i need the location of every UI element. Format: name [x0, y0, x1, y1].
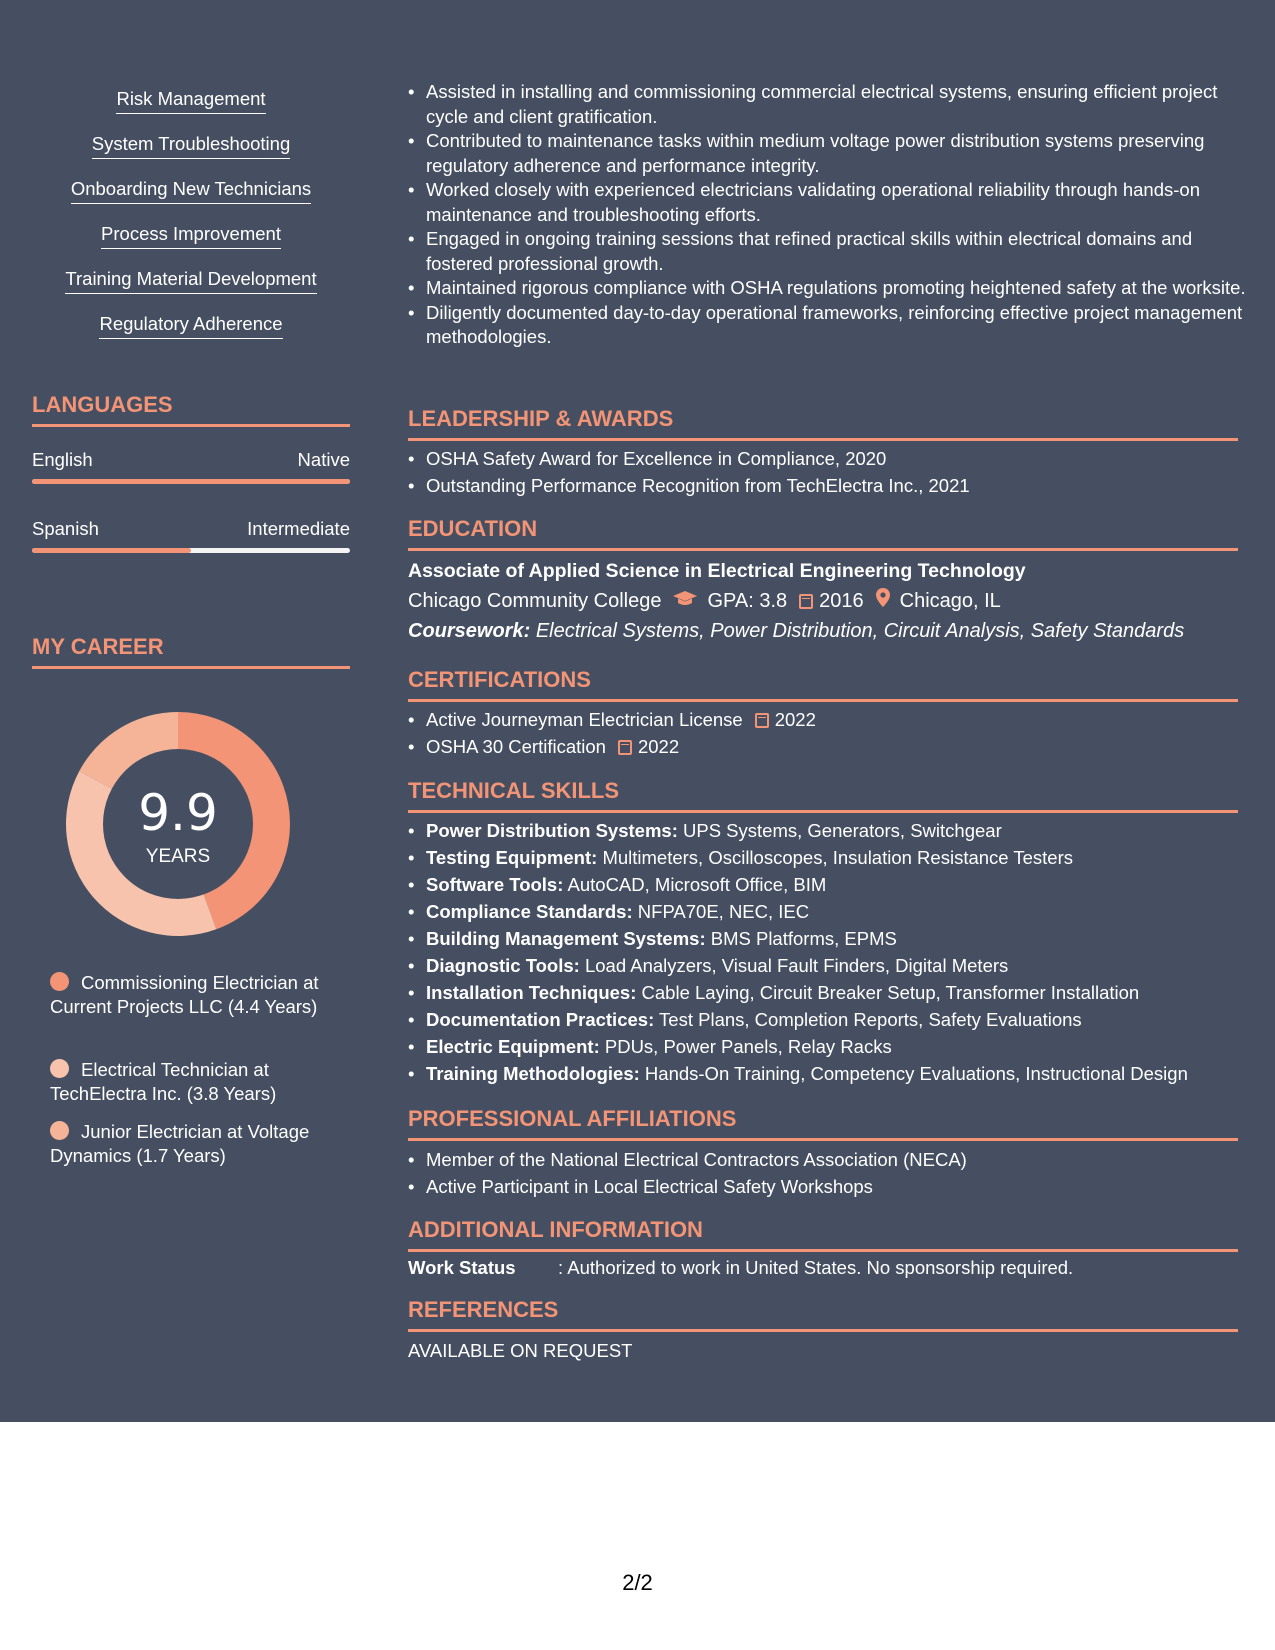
location-pin-icon — [876, 588, 890, 614]
career-donut-chart — [66, 712, 290, 936]
tech-skill-item — [426, 925, 1256, 952]
language-name: English — [32, 449, 93, 470]
tech-skill-value: Multimeters, Oscilloscopes, Insulation Resistance Testers — [602, 847, 1074, 868]
tech-skill-value: PDUs, Power Panels, Relay Racks — [604, 1036, 892, 1057]
skill-item — [32, 268, 350, 294]
language-level: Intermediate — [247, 518, 350, 539]
tech-skill-item — [426, 817, 1256, 844]
tech-skill-value: Load Analyzers, Visual Fault Finders, Digital Meters — [584, 955, 1009, 976]
tech-skill-item — [426, 1060, 1256, 1087]
gpa: GPA: 3.8 — [707, 590, 788, 612]
career-legend-label: Electrical Technician at TechElectra Inc. (3.8 Years) — [50, 1059, 277, 1104]
work-status — [408, 1256, 1073, 1280]
experience-bullet: • Engaged in ongoing training sessions that refined practical skills within electrical domains and fostered professional growth. — [426, 227, 1256, 276]
tech-skill-value: Hands-On Training, Competency Evaluations, Instructional Design — [644, 1063, 1188, 1084]
career-total-value: 9.9 — [138, 784, 218, 842]
education-heading: EDUCATION — [408, 516, 1238, 551]
experience-bullet: • Maintained rigorous compliance with OSHA regulations promoting heightened safety at the worksite. — [426, 276, 1256, 301]
tech-skill-item — [426, 1033, 1256, 1060]
language-name: Spanish — [32, 518, 99, 539]
skill-label: Onboarding New Technicians — [71, 178, 311, 204]
legend-dot — [50, 972, 69, 991]
calendar-icon — [799, 594, 813, 609]
tech-skill-label: Compliance Standards: — [426, 901, 633, 922]
certification-name: OSHA 30 Certification — [426, 736, 606, 757]
tech-skill-value: NFPA70E, NEC, IEC — [637, 901, 810, 922]
language-level: Native — [297, 449, 350, 470]
tech-skill-label: Electric Equipment: — [426, 1036, 600, 1057]
technical-skills-list — [408, 817, 1256, 1087]
leadership-item: • OSHA Safety Award for Excellence in Compliance, 2020 — [426, 445, 1256, 472]
experience-bullet: • Assisted in installing and commissioning commercial electrical systems, ensuring efficient project cycle and client gratification. — [426, 80, 1256, 129]
school-location: Chicago, IL — [899, 590, 1001, 612]
languages-heading: LANGUAGES — [32, 392, 350, 427]
legend-dot — [50, 1059, 69, 1078]
tech-skill-label: Software Tools: — [426, 874, 564, 895]
tech-skill-label: Testing Equipment: — [426, 847, 598, 868]
career-legend-label: Commissioning Electrician at Current Projects LLC (4.4 Years) — [50, 972, 319, 1017]
graduation-year: 2016 — [819, 590, 864, 612]
certification-year: 2022 — [774, 709, 816, 730]
calendar-icon — [755, 713, 769, 728]
skill-item — [32, 313, 350, 339]
coursework-label: Coursework: — [408, 620, 531, 642]
career-legend-item — [50, 1058, 320, 1106]
language-bar-fill — [32, 548, 191, 553]
skill-label: Process Improvement — [101, 223, 281, 249]
experience-bullet: • Contributed to maintenance tasks within medium voltage power distribution systems preserving regulatory adherence and performance integrity. — [426, 129, 1256, 178]
tech-skill-item — [426, 844, 1256, 871]
tech-skill-item — [426, 952, 1256, 979]
tech-skill-value: UPS Systems, Generators, Switchgear — [683, 820, 1002, 841]
experience-bullet: • Worked closely with experienced electricians validating operational reliability through hands-on maintenance and troubleshooting efforts. — [426, 178, 1256, 227]
tech-skill-value: AutoCAD, Microsoft Office, BIM — [567, 874, 827, 895]
certifications-list — [408, 706, 1256, 760]
skill-item — [32, 223, 350, 249]
career-legend-label: Junior Electrician at Voltage Dynamics (1.7 Years) — [50, 1121, 310, 1166]
experience-bullet: • Diligently documented day-to-day operational frameworks, reinforcing effective project management methodologies. — [426, 301, 1256, 350]
education-meta — [408, 588, 1001, 614]
experience-bullets — [408, 80, 1256, 350]
career-legend-item — [50, 1120, 320, 1168]
legend-dot — [50, 1121, 69, 1140]
tech-skill-value: BMS Platforms, EPMS — [710, 928, 897, 949]
coursework-list: Electrical Systems, Power Distribution, Circuit Analysis, Safety Standards — [535, 620, 1185, 642]
leadership-heading: LEADERSHIP & AWARDS — [408, 406, 1238, 441]
tech-skill-label: Building Management Systems: — [426, 928, 706, 949]
leadership-list — [408, 445, 1256, 499]
school-name: Chicago Community College — [408, 590, 662, 612]
tech-skill-label: Power Distribution Systems: — [426, 820, 678, 841]
references-text: AVAILABLE ON REQUEST — [408, 1340, 633, 1361]
work-status-label: Work Status — [408, 1257, 516, 1278]
work-status-value: : Authorized to work in United States. No sponsorship required. — [558, 1257, 1074, 1278]
language-bar — [32, 479, 350, 484]
career-total-unit: YEARS — [145, 846, 211, 867]
certification-name: Active Journeyman Electrician License — [426, 709, 743, 730]
skill-item — [32, 133, 350, 159]
affiliation-item: • Active Participant in Local Electrical Safety Workshops — [426, 1173, 1256, 1200]
tech-skill-item — [426, 1006, 1256, 1033]
tech-skill-item — [426, 979, 1256, 1006]
affiliations-heading: PROFESSIONAL AFFILIATIONS — [408, 1106, 1238, 1141]
graduation-cap-icon — [673, 588, 697, 614]
affiliations-list — [408, 1146, 1256, 1200]
tech-skill-label: Training Methodologies: — [426, 1063, 640, 1084]
degree-title: Associate of Applied Science in Electrical Engineering Technology — [408, 560, 1026, 582]
skill-item — [32, 88, 350, 114]
tech-skill-value: Test Plans, Completion Reports, Safety Evaluations — [659, 1009, 1082, 1030]
affiliation-item: • Member of the National Electrical Contractors Association (NECA) — [426, 1146, 1256, 1173]
language-row — [32, 518, 350, 540]
certification-item — [426, 733, 1256, 760]
coursework — [408, 618, 1184, 644]
career-legend-item — [50, 971, 320, 1019]
language-bar-fill — [32, 479, 350, 484]
additional-info-heading: ADDITIONAL INFORMATION — [408, 1217, 1238, 1252]
skill-label: Regulatory Adherence — [99, 313, 282, 339]
calendar-icon — [618, 740, 632, 755]
language-row — [32, 449, 350, 471]
tech-skill-label: Diagnostic Tools: — [426, 955, 580, 976]
tech-skill-item — [426, 898, 1256, 925]
tech-skill-label: Installation Techniques: — [426, 982, 637, 1003]
references-heading: REFERENCES — [408, 1297, 1238, 1332]
technical-skills-heading: TECHNICAL SKILLS — [408, 778, 1238, 813]
skill-label: System Troubleshooting — [92, 133, 290, 159]
certification-year: 2022 — [637, 736, 680, 757]
tech-skill-label: Documentation Practices: — [426, 1009, 655, 1030]
tech-skill-item — [426, 871, 1256, 898]
certification-item — [426, 706, 1256, 733]
career-heading: MY CAREER — [32, 634, 350, 669]
leadership-item: • Outstanding Performance Recognition from TechElectra Inc., 2021 — [426, 472, 1256, 499]
language-bar — [32, 548, 350, 553]
certifications-heading: CERTIFICATIONS — [408, 667, 1238, 702]
skill-label: Training Material Development — [65, 268, 316, 294]
page-number: 2/2 — [622, 1570, 653, 1595]
tech-skill-value: Cable Laying, Circuit Breaker Setup, Transformer Installation — [641, 982, 1140, 1003]
skill-label: Risk Management — [116, 88, 265, 114]
skill-item — [32, 178, 350, 204]
